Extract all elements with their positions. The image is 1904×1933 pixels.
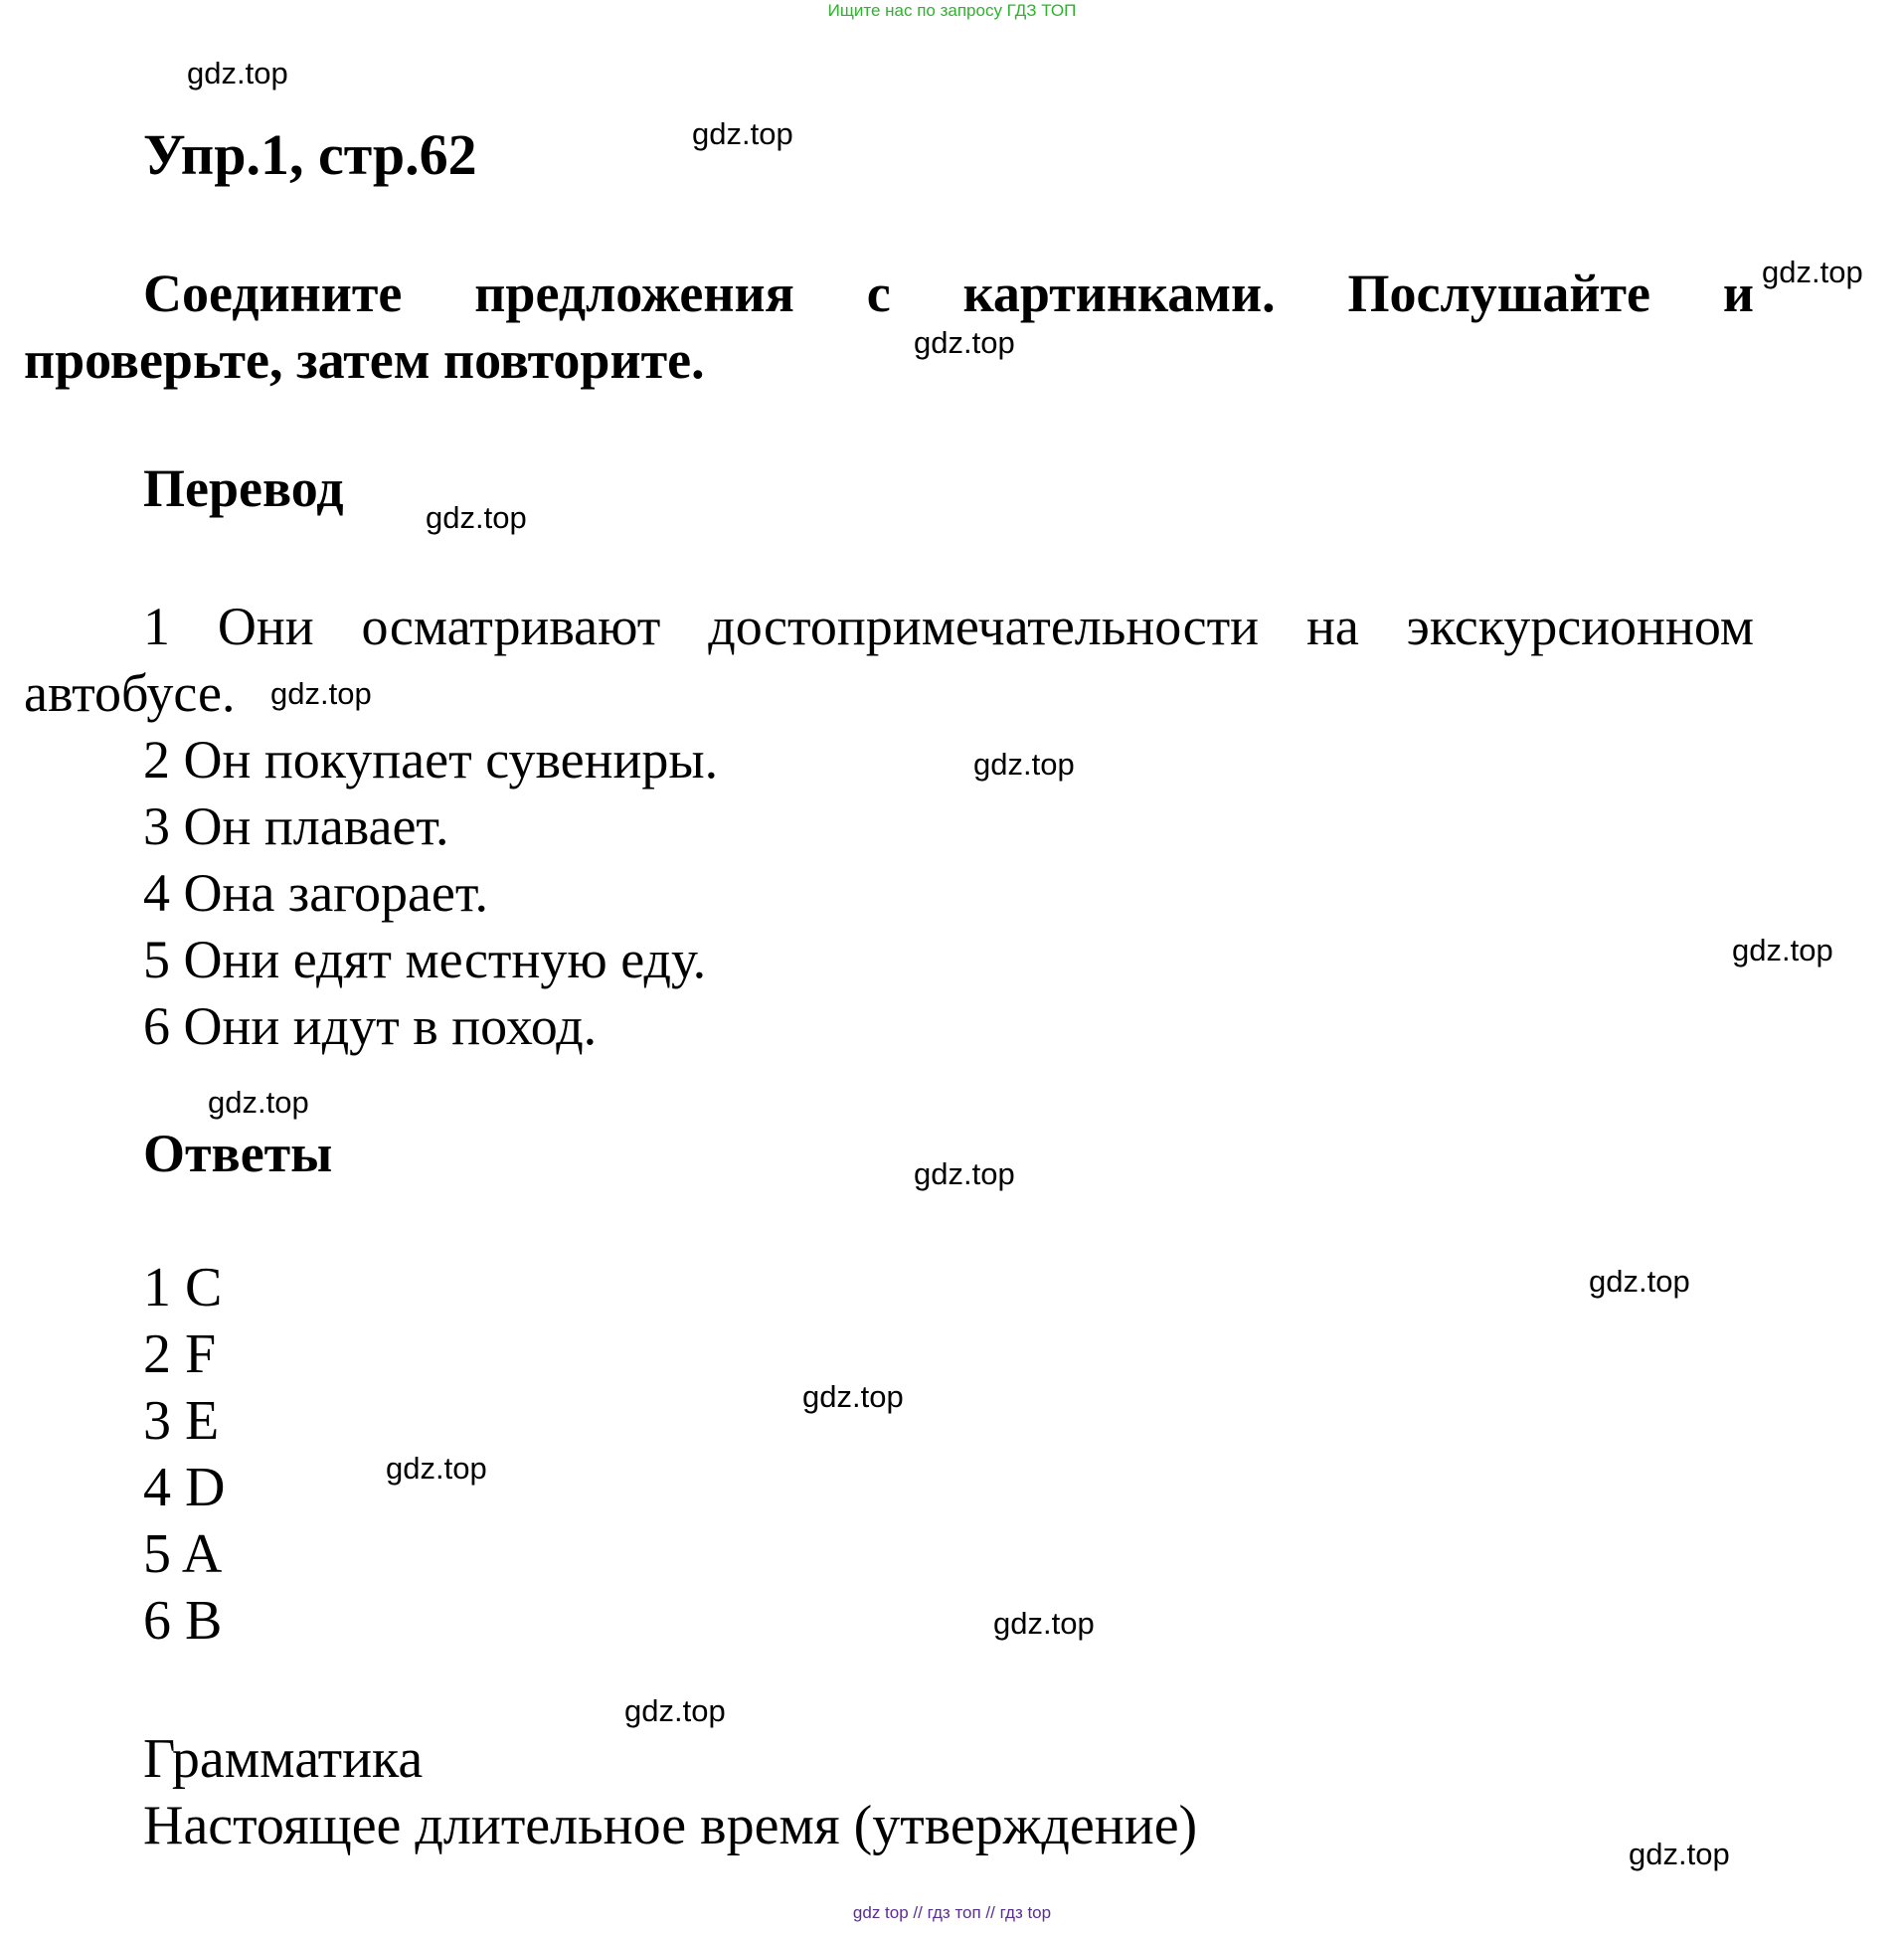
watermark: gdz.top — [1589, 1264, 1690, 1299]
page-title: Упр.1, стр.62 — [143, 122, 477, 187]
answer-item: 6 B — [143, 1590, 223, 1652]
translation-item: 2 Он покупает сувениры. — [143, 730, 719, 790]
watermark: gdz.top — [914, 1156, 1015, 1191]
grammar-subtitle: Настоящее длительное время (утверждение) — [143, 1795, 1198, 1856]
answers-list — [143, 1255, 225, 1655]
grammar-heading: Грамматика — [143, 1728, 424, 1790]
task-line-1: Соедините предложения с картинками. Послушайте и — [143, 264, 1754, 323]
answers-heading: Ответы — [143, 1124, 333, 1183]
answer-item: 1 C — [143, 1257, 223, 1318]
grammar-section — [143, 1726, 1197, 1859]
translation-heading: Перевод — [143, 458, 344, 518]
watermark: gdz.top — [426, 500, 527, 535]
watermark: gdz.top — [1732, 933, 1833, 967]
translation-list — [24, 594, 1754, 1060]
task-line-2: проверьте, затем повторите. — [24, 330, 705, 390]
task-instruction — [24, 261, 1754, 394]
translation-item: 3 Он плавает. — [143, 796, 449, 856]
answer-item: 2 F — [143, 1323, 217, 1385]
answer-item: 3 E — [143, 1390, 220, 1452]
watermark: gdz.top — [1629, 1837, 1730, 1871]
translation-item: 4 Она загорает. — [143, 863, 488, 923]
translation-item-continuation: автобусе. — [24, 663, 236, 723]
answer-item: 5 A — [143, 1523, 223, 1585]
watermark: gdz.top — [624, 1693, 726, 1728]
watermark: gdz.top — [1762, 255, 1863, 289]
watermark: gdz.top — [802, 1379, 904, 1414]
translation-item: 6 Они идут в поход. — [143, 996, 598, 1056]
search-hint-banner: Ищите нас по запросу ГДЗ ТОП — [827, 1, 1077, 20]
watermark: gdz.top — [187, 56, 288, 90]
watermark: gdz.top — [270, 676, 372, 711]
watermark: gdz.top — [914, 325, 1015, 360]
watermark: gdz.top — [386, 1451, 487, 1486]
answer-item: 4 D — [143, 1457, 226, 1518]
translation-item: 5 Они едят местную еду. — [143, 930, 707, 989]
watermark: gdz.top — [208, 1085, 309, 1120]
watermark: gdz.top — [973, 747, 1075, 782]
footer-links: gdz top // гдз топ // гдз top — [852, 1903, 1052, 1922]
translation-item: 1 Они осматривают достопримечательности на экскурсионном — [143, 597, 1754, 656]
watermark: gdz.top — [692, 116, 793, 151]
watermark: gdz.top — [993, 1606, 1095, 1641]
